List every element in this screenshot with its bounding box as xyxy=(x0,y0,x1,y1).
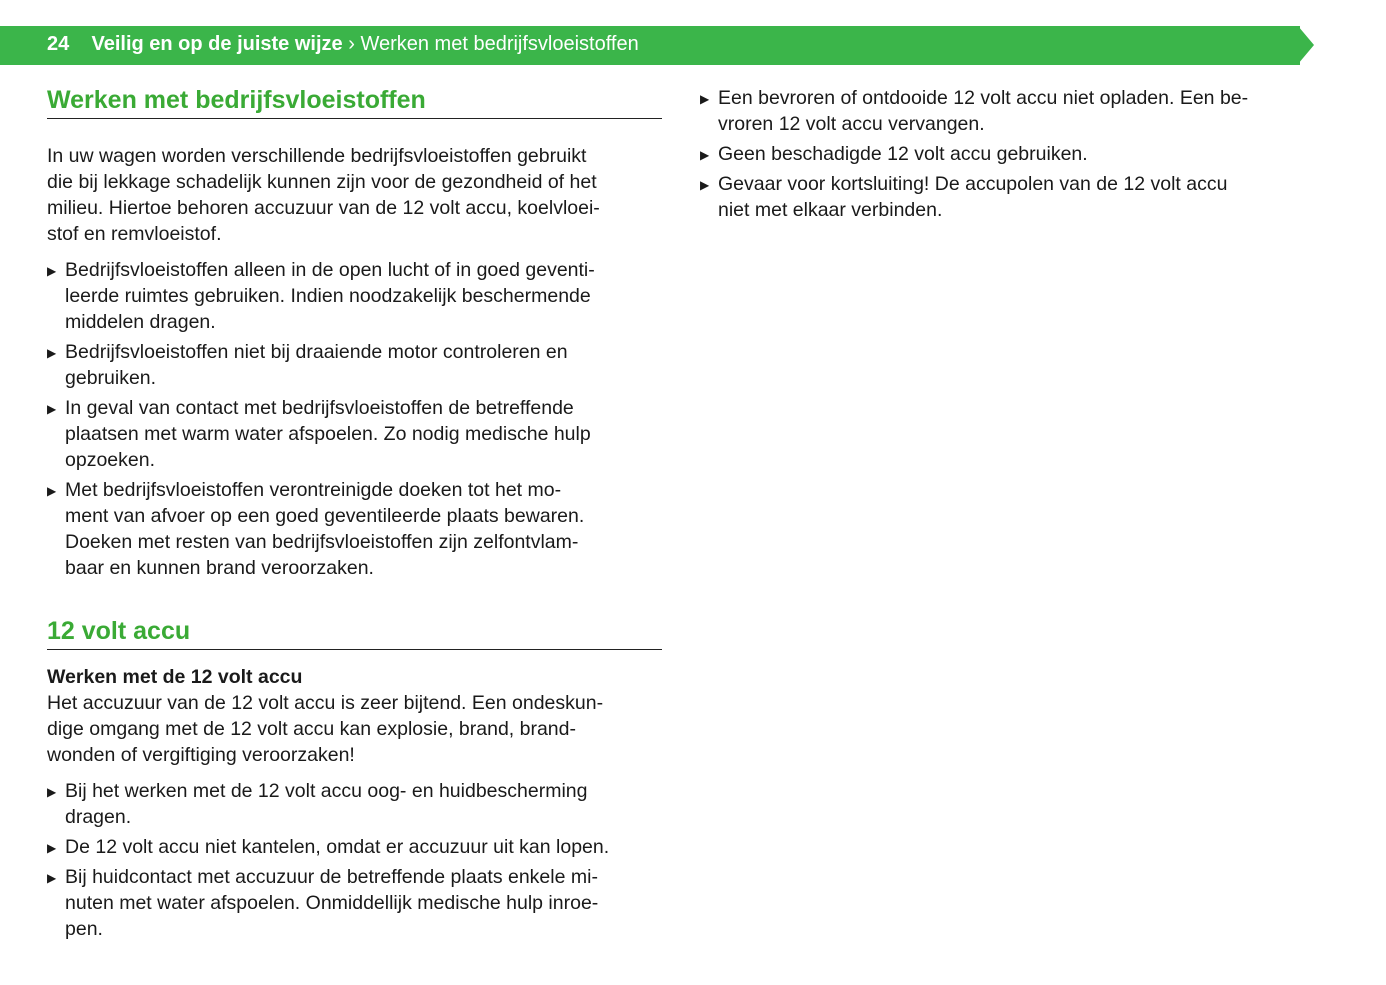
bullet-arrow-icon: ▶ xyxy=(47,484,57,498)
subheading: Werken met de 12 volt accu xyxy=(47,666,303,688)
list-item xyxy=(47,339,662,391)
text-line: die bij lekkage schadelijk kunnen zijn voor de gezondheid of het xyxy=(47,171,597,193)
bullet-arrow-icon: ▶ xyxy=(47,841,57,855)
bullet-arrow-icon: ▶ xyxy=(47,871,57,885)
section-title: Werken met bedrijfsvloeistoffen xyxy=(360,33,639,55)
text-line: In uw wagen worden verschillende bedrijfsvloeistoffen gebruikt xyxy=(47,145,587,167)
text-line: wonden of vergiftiging veroorzaken! xyxy=(47,744,355,766)
text-line: In geval van contact met bedrijfsvloeistoffen de betreffende xyxy=(65,397,574,419)
list-item xyxy=(700,141,1315,167)
chapter-title: Veilig en op de juiste wijze xyxy=(91,33,343,55)
section-heading: Werken met bedrijfsvloeistoffen xyxy=(47,86,662,119)
text-line: baar en kunnen brand veroorzaken. xyxy=(65,557,374,579)
text-line: leerde ruimtes gebruiken. Indien noodzakelijk beschermende xyxy=(65,285,591,307)
list-item xyxy=(47,477,662,581)
text-line: Bij het werken met de 12 volt accu oog- en huidbescherming xyxy=(65,780,588,802)
list-item xyxy=(47,257,662,335)
text-line: Bedrijfsvloeistoffen alleen in de open lucht of in goed geventi- xyxy=(65,259,595,281)
text-line: Geen beschadigde 12 volt accu gebruiken. xyxy=(718,143,1088,165)
text-line: gebruiken. xyxy=(65,367,157,389)
bullet-arrow-icon: ▶ xyxy=(47,785,57,799)
text-line: plaatsen met warm water afspoelen. Zo nodig medische hulp xyxy=(65,423,591,445)
text-line: dige omgang met de 12 volt accu kan explosie, brand, brand- xyxy=(47,718,576,740)
text-line: Gevaar voor kortsluiting! De accupolen van de 12 volt accu xyxy=(718,173,1228,195)
running-header xyxy=(47,33,639,56)
text-line: Met bedrijfsvloeistoffen verontreinigde doeken tot het mo- xyxy=(65,479,562,501)
list-item xyxy=(700,171,1315,223)
text-line: nuten met water afspoelen. Onmiddellijk medische hulp inroe- xyxy=(65,892,599,914)
text-line: stof en remvloeistof. xyxy=(47,223,222,245)
text-line: middelen dragen. xyxy=(65,311,216,333)
warning-paragraph xyxy=(47,690,662,768)
text-line: dragen. xyxy=(65,806,132,828)
text-line: Bij huidcontact met accuzuur de betreffende plaats enkele mi- xyxy=(65,866,598,888)
bullet-arrow-icon: ▶ xyxy=(700,148,710,162)
right-column xyxy=(700,85,1315,227)
bullet-arrow-icon: ▶ xyxy=(47,264,57,278)
text-line: niet met elkaar verbinden. xyxy=(718,199,943,221)
text-line: ment van afvoer op een goed geventileerde plaats bewaren. xyxy=(65,505,585,527)
page-number: 24 xyxy=(47,33,70,55)
bullet-arrow-icon: ▶ xyxy=(47,402,57,416)
section-heading: 12 volt accu xyxy=(47,617,662,650)
bullet-list xyxy=(47,778,662,942)
bullet-arrow-icon: ▶ xyxy=(700,92,710,106)
left-column-bottom xyxy=(47,617,662,946)
text-line: De 12 volt accu niet kantelen, omdat er accuzuur uit kan lopen. xyxy=(65,836,610,858)
list-item xyxy=(700,85,1315,137)
text-line: milieu. Hiertoe behoren accuzuur van de 12 volt accu, koelvloei- xyxy=(47,197,600,219)
text-line: pen. xyxy=(65,918,103,940)
list-item xyxy=(47,834,662,860)
text-line: Het accuzuur van de 12 volt accu is zeer bijtend. Een ondeskun- xyxy=(47,692,604,714)
bullet-arrow-icon: ▶ xyxy=(47,346,57,360)
list-item xyxy=(47,864,662,942)
bullet-arrow-icon: ▶ xyxy=(700,178,710,192)
text-line: opzoeken. xyxy=(65,449,155,471)
intro-paragraph xyxy=(47,143,662,247)
bullet-list xyxy=(47,257,662,581)
list-item xyxy=(47,395,662,473)
breadcrumb-separator: › xyxy=(348,33,355,55)
list-item xyxy=(47,778,662,830)
text-line: vroren 12 volt accu vervangen. xyxy=(718,113,985,135)
bullet-list xyxy=(700,85,1315,223)
text-line: Doeken met resten van bedrijfsvloeistoffen zijn zelfontvlam- xyxy=(65,531,579,553)
text-line: Bedrijfsvloeistoffen niet bij draaiende motor controleren en xyxy=(65,341,568,363)
left-column-top xyxy=(47,86,662,585)
header-bar-arrow xyxy=(1298,26,1314,64)
text-line: Een bevroren of ontdooide 12 volt accu niet opladen. Een be- xyxy=(718,87,1249,109)
